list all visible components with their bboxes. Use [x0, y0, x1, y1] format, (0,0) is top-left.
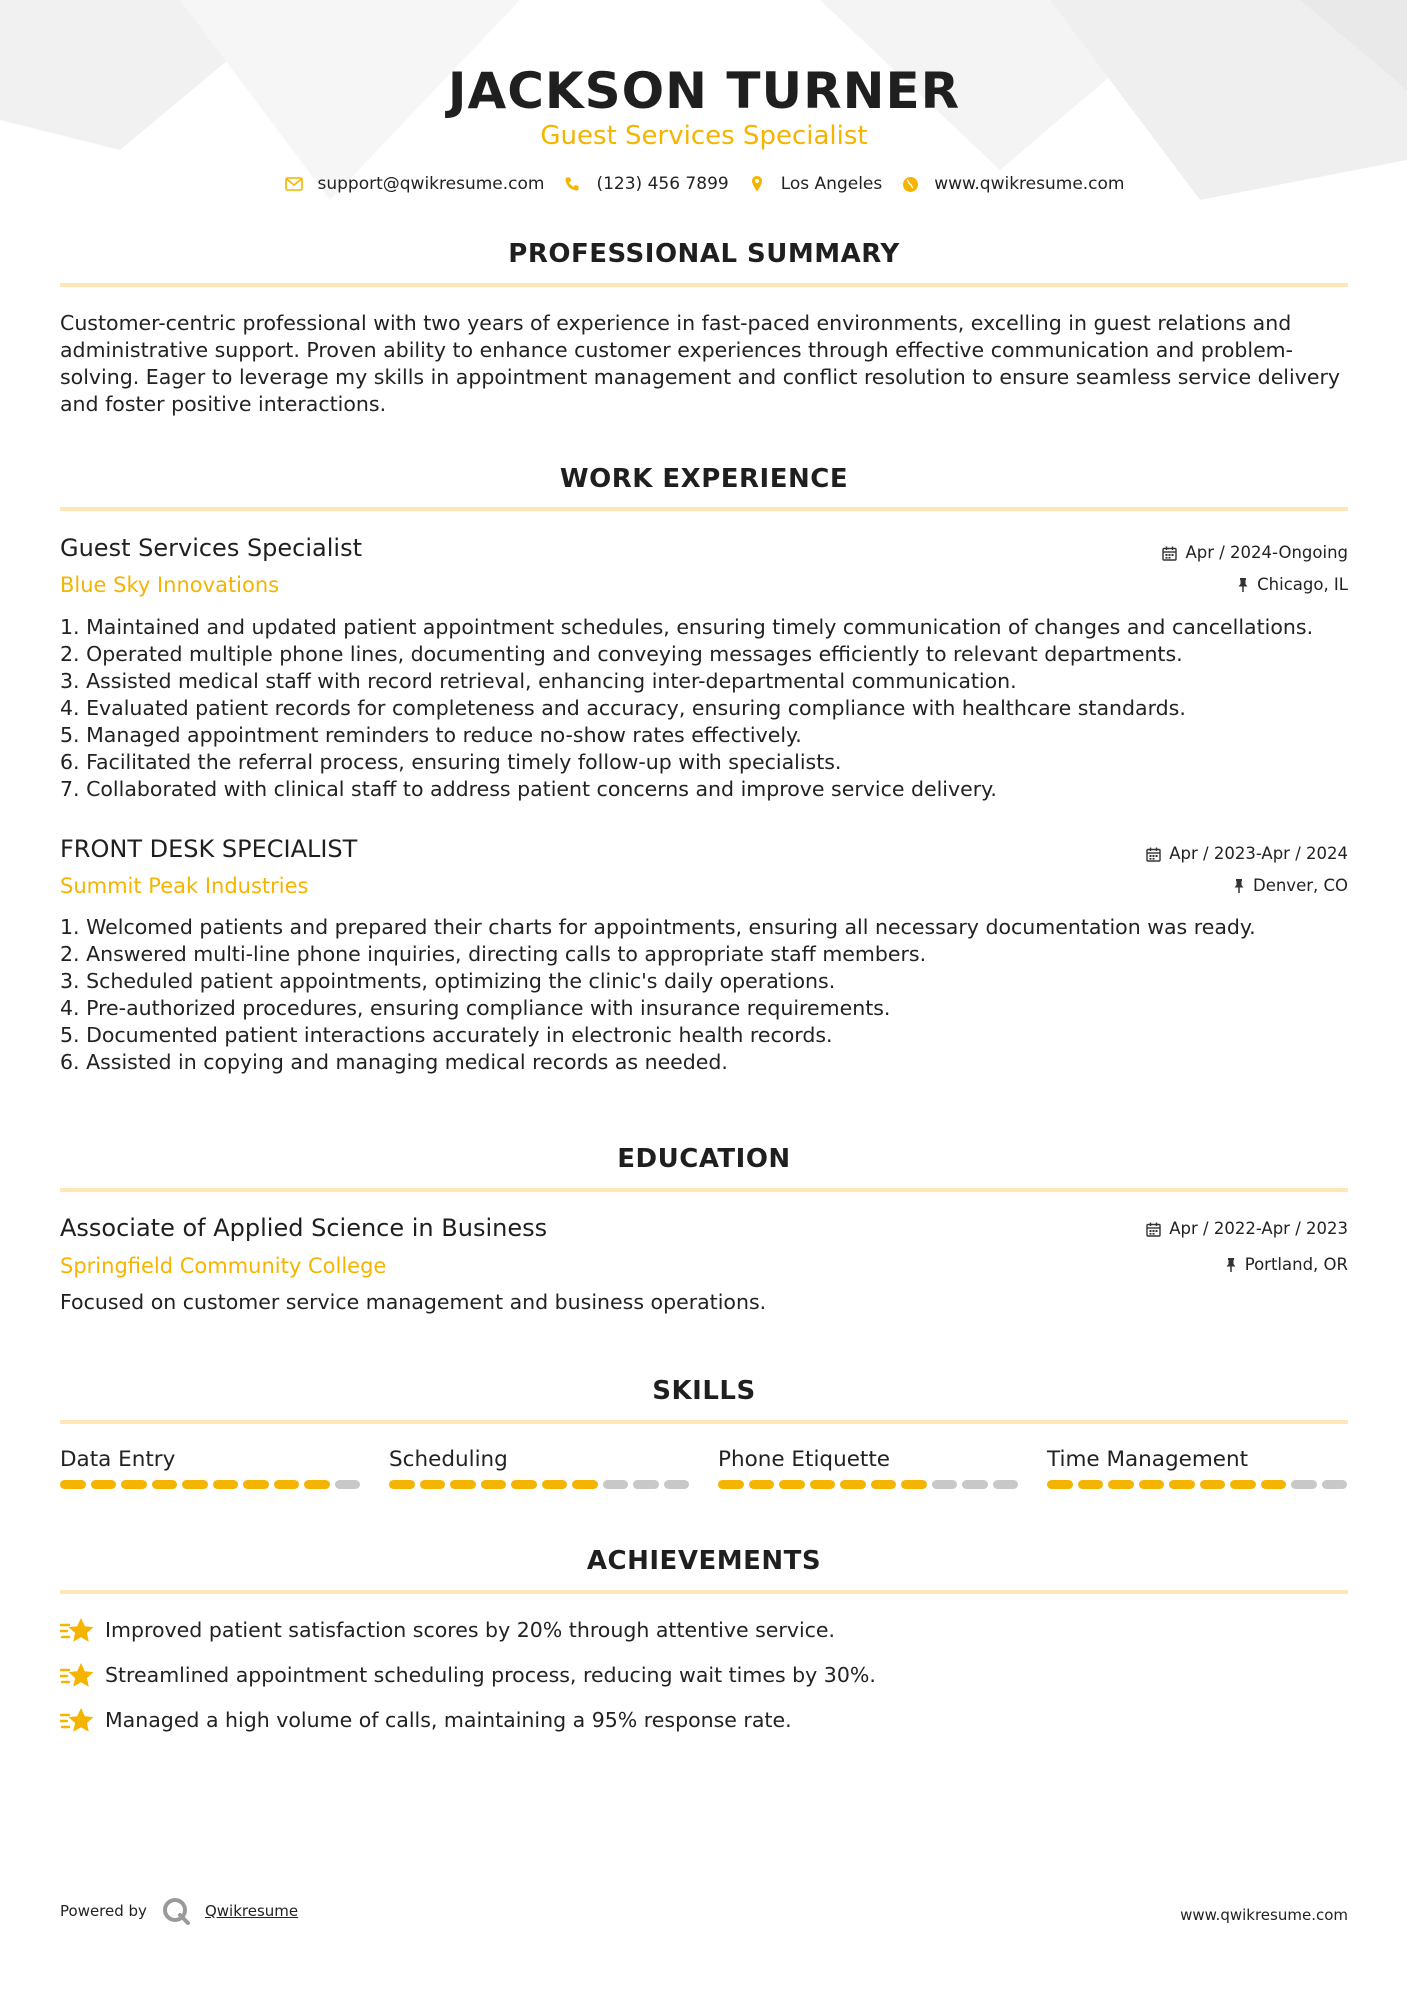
education-dates-text: Apr / 2022-Apr / 2023 [1169, 1219, 1348, 1238]
skill-name: Scheduling [389, 1447, 508, 1472]
skill-segment-empty [603, 1480, 629, 1489]
skill-segment-filled [718, 1480, 744, 1489]
skill-segment-filled [901, 1480, 927, 1489]
job-location [1237, 574, 1348, 596]
skill-level-bar [718, 1480, 1018, 1489]
contact-website[interactable] [900, 174, 1124, 194]
envelope-icon [284, 174, 304, 194]
job-location-text: Denver, CO [1252, 876, 1348, 895]
achievements-list [60, 1608, 1348, 1743]
skill-segment-empty [962, 1480, 988, 1489]
skill-segment-empty [1291, 1480, 1317, 1489]
list-item: 3. Assisted medical staff with record retrieval, enhancing inter-departmental communication. [60, 669, 1017, 693]
list-item: 1. Welcomed patients and prepared their charts for appointments, ensuring all necessary documentation was ready. [60, 915, 1256, 939]
calendar-icon [1146, 847, 1161, 862]
footer-powered-by [60, 1896, 298, 1926]
education-location-text: Portland, OR [1244, 1255, 1348, 1274]
skill-item [718, 1446, 1018, 1489]
job-dates [1146, 843, 1348, 865]
location-text: Los Angeles [780, 174, 883, 194]
skill-segment-filled [1200, 1480, 1226, 1489]
job-title: FRONT DESK SPECIALIST [60, 835, 358, 863]
achievement-item [60, 1653, 1348, 1698]
skill-segment-empty [335, 1480, 361, 1489]
footer-website[interactable]: www.qwikresume.com [1180, 1906, 1348, 1924]
skill-segment-filled [213, 1480, 239, 1489]
list-item: 1. Maintained and updated patient appointment schedules, ensuring timely communication of changes and cancellations. [60, 615, 1314, 639]
skill-segment-filled [121, 1480, 147, 1489]
candidate-name: JACKSON TURNER [447, 62, 961, 120]
skill-segment-filled [182, 1480, 208, 1489]
list-item: 6. Facilitated the referral process, ensuring timely follow-up with specialists. [60, 750, 842, 774]
skill-segment-filled [1139, 1480, 1165, 1489]
skill-item [60, 1446, 360, 1489]
skill-segment-filled [810, 1480, 836, 1489]
skill-name: Phone Etiquette [718, 1447, 891, 1472]
job-dates-text: Apr / 2023-Apr / 2024 [1169, 844, 1348, 863]
education-location [1225, 1254, 1348, 1276]
skills-grid [60, 1446, 1348, 1489]
skill-segment-empty [993, 1480, 1019, 1489]
calendar-icon [1162, 546, 1177, 561]
skill-segment-filled [1169, 1480, 1195, 1489]
list-item: 4. Pre-authorized procedures, ensuring compliance with insurance requirements. [60, 996, 891, 1020]
map-pin-icon [747, 174, 767, 194]
achievement-text: Managed a high volume of calls, maintaining a 95% response rate. [105, 1708, 792, 1732]
skill-segment-empty [633, 1480, 659, 1489]
list-item: 2. Operated multiple phone lines, documenting and conveying messages efficiently to relevant departments. [60, 642, 1183, 666]
section-divider [60, 1420, 1348, 1424]
skill-segment-filled [389, 1480, 415, 1489]
skill-segment-filled [91, 1480, 117, 1489]
skill-level-bar [389, 1480, 689, 1489]
list-item: 4. Evaluated patient records for completeness and accuracy, ensuring compliance with healthcare standards. [60, 696, 1186, 720]
contact-location [747, 174, 883, 194]
skill-item [389, 1446, 689, 1489]
contact-bar [60, 170, 1348, 198]
job-title: Guest Services Specialist [60, 534, 363, 562]
list-item: 5. Documented patient interactions accurately in electronic health records. [60, 1023, 833, 1047]
list-item: 2. Answered multi-line phone inquiries, directing calls to appropriate staff members. [60, 942, 927, 966]
skill-segment-filled [152, 1480, 178, 1489]
skill-segment-filled [1047, 1480, 1073, 1489]
section-title-experience: WORK EXPERIENCE [559, 464, 849, 494]
section-divider [60, 1590, 1348, 1594]
qwikresume-logo-icon [161, 1896, 191, 1926]
skill-level-bar [1047, 1480, 1347, 1489]
job-location-text: Chicago, IL [1257, 575, 1348, 594]
star-icon [60, 1706, 94, 1736]
skill-segment-filled [749, 1480, 775, 1489]
achievement-item [60, 1608, 1348, 1653]
list-item: 7. Collaborated with clinical staff to address patient concerns and improve service delivery. [60, 777, 997, 801]
skill-segment-filled [572, 1480, 598, 1489]
skill-segment-filled [779, 1480, 805, 1489]
job-duties-list [60, 614, 1348, 803]
skill-segment-filled [542, 1480, 568, 1489]
skill-segment-filled [1108, 1480, 1134, 1489]
skill-segment-filled [511, 1480, 537, 1489]
job-duties-list [60, 914, 1348, 1076]
job-dates-text: Apr / 2024-Ongoing [1185, 543, 1348, 562]
achievement-text: Streamlined appointment scheduling process, reducing wait times by 30%. [105, 1663, 876, 1687]
skill-segment-empty [664, 1480, 690, 1489]
achievement-text: Improved patient satisfaction scores by 20% through attentive service. [105, 1618, 836, 1642]
contact-phone[interactable] [562, 174, 728, 194]
candidate-role: Guest Services Specialist [540, 121, 868, 151]
section-title-summary: PROFESSIONAL SUMMARY [508, 239, 900, 269]
skill-segment-filled [1078, 1480, 1104, 1489]
star-icon [60, 1661, 94, 1691]
globe-icon [900, 174, 920, 194]
pushpin-icon [1225, 1257, 1237, 1273]
education-description: Focused on customer service management and business operations. [60, 1290, 767, 1314]
contact-email[interactable] [284, 174, 545, 194]
skill-name: Time Management [1047, 1447, 1249, 1472]
brand-link[interactable]: Qwikresume [204, 1902, 299, 1920]
section-title-education: EDUCATION [617, 1144, 791, 1174]
achievement-item [60, 1698, 1348, 1743]
summary-text: Customer-centric professional with two years of experience in fast-paced environments, excelling in guest relations and administrative support. Proven ability to enhance customer experiences through effective communication and problem-solving. Eager to leverage my skills in appointment management and conflict resolution to ensure seamless service delivery and foster positive interactions. [60, 311, 1340, 416]
star-icon [60, 1616, 94, 1646]
job-company: Blue Sky Innovations [60, 573, 280, 597]
skill-segment-filled [274, 1480, 300, 1489]
phone-icon [562, 174, 582, 194]
list-item: 5. Managed appointment reminders to reduce no-show rates effectively. [60, 723, 802, 747]
section-title-skills: SKILLS [652, 1376, 756, 1406]
skill-segment-filled [304, 1480, 330, 1489]
list-item: 3. Scheduled patient appointments, optimizing the clinic's daily operations. [60, 969, 836, 993]
skill-segment-filled [1230, 1480, 1256, 1489]
skill-level-bar [60, 1480, 360, 1489]
email-text: support@qwikresume.com [317, 174, 545, 194]
pushpin-icon [1237, 577, 1249, 593]
calendar-icon [1146, 1222, 1161, 1237]
school-name: Springfield Community College [60, 1254, 387, 1278]
section-title-achievements: ACHIEVEMENTS [586, 1546, 822, 1576]
job-location [1233, 875, 1348, 897]
skill-segment-filled [840, 1480, 866, 1489]
skill-segment-filled [1261, 1480, 1287, 1489]
skill-segment-filled [481, 1480, 507, 1489]
phone-text: (123) 456 7899 [596, 174, 729, 194]
job-dates [1162, 542, 1348, 564]
powered-by-label: Powered by [60, 1902, 147, 1920]
website-text: www.qwikresume.com [934, 174, 1125, 194]
skill-segment-filled [871, 1480, 897, 1489]
job-company: Summit Peak Industries [60, 874, 309, 898]
skill-segment-empty [1322, 1480, 1348, 1489]
skill-segment-filled [450, 1480, 476, 1489]
skill-segment-filled [243, 1480, 269, 1489]
list-item: 6. Assisted in copying and managing medical records as needed. [60, 1050, 728, 1074]
skill-name: Data Entry [60, 1447, 176, 1472]
skill-segment-empty [932, 1480, 958, 1489]
section-divider [60, 507, 1348, 511]
section-divider [60, 1188, 1348, 1192]
degree-title: Associate of Applied Science in Business [60, 1214, 548, 1242]
skill-item [1047, 1446, 1347, 1489]
section-divider [60, 283, 1348, 287]
education-dates [1146, 1218, 1348, 1240]
skill-segment-filled [60, 1480, 86, 1489]
pushpin-icon [1233, 878, 1245, 894]
skill-segment-filled [420, 1480, 446, 1489]
